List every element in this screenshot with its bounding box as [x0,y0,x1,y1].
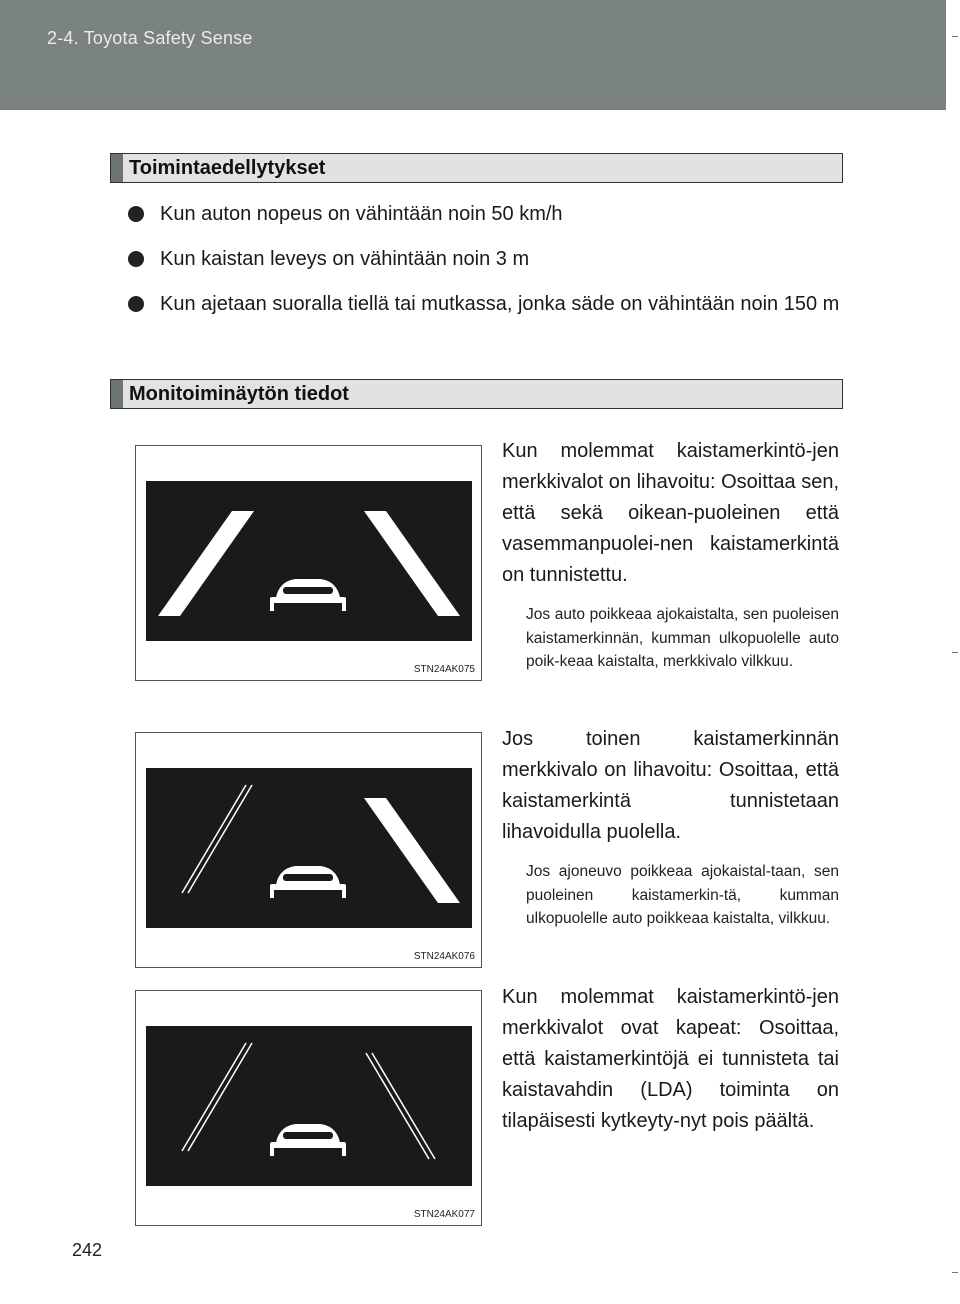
figure-code: STN24AK075 [413,664,475,675]
description-note: Jos ajoneuvo poikkeaa ajokaistal-taan, sen puoleinen kaistamerkin-tä, kumman ulkopuolelle auto poikkeaa kaistalta, vilkkuu. [526,863,839,927]
display-screen [146,768,472,928]
figure-description [502,982,839,1137]
description-note: Jos auto poikkeaa ajokaistalta, sen puoleisen kaistamerkinnän, kumman ulkopuolelle auto poik-keaa kaistalta, merkkivalo vilkkuu. [526,606,839,670]
figure-description [502,436,839,674]
figure-both-lanes-detected [135,445,482,681]
list-item-text: Kun ajetaan suoralla tiellä tai mutkassa, jonka säde on vähintään noin 150 m [160,293,840,315]
trim-mark [952,652,958,653]
figure-one-lane-detected [135,732,482,968]
description-text: Kun molemmat kaistamerkintö-jen merkkivalot on lihavoitu: Osoittaa sen, että sekä oikean-puoleinen että vasemmanpuolei-nen kaistamerkintä on tunnistettu. [502,440,839,586]
trim-mark [952,1272,958,1273]
section-heading-display-info [110,379,843,409]
bullet-icon [128,296,144,312]
figure-description [502,724,839,931]
description-text: Kun molemmat kaistamerkintö-jen merkkivalot ovat kapeat: Osoittaa, että kaistamerkintöjä ei tunnisteta tai kaistavahdin (LDA) toiminta on tilapäisesti kytkeyty-nyt pois päältä. [502,986,839,1132]
lane-display-illustration [136,446,483,682]
trim-mark [952,36,958,37]
display-screen [146,1026,472,1186]
section-heading-conditions [110,153,843,183]
bullet-icon [128,206,144,222]
list-item-text: Kun auton nopeus on vähintään noin 50 km/h [160,203,563,225]
list-item-text: Kun kaistan leveys on vähintään noin 3 m [160,248,530,270]
bullet-icon [128,251,144,267]
chapter-title: 2-4. Toyota Safety Sense [47,28,253,48]
section-accent [111,380,123,408]
section-title: Toimintaedellytykset [129,157,326,179]
conditions-list [124,196,842,331]
page-number: 242 [72,1240,103,1260]
lane-display-illustration [136,733,483,969]
display-screen [146,481,472,641]
page-header [0,0,946,110]
list-item [124,241,842,277]
section-accent [111,154,123,182]
figure-code: STN24AK077 [413,1209,475,1220]
list-item [124,196,842,232]
lane-display-illustration [136,991,483,1227]
figure-no-lanes-detected [135,990,482,1226]
list-item [124,286,842,322]
description-text: Jos toinen kaistamerkinnän merkkivalo on lihavoitu: Osoittaa, että kaistamerkintä tunnistetaan lihavoidulla puolella. [502,728,839,843]
section-title: Monitoiminäytön tiedot [129,383,349,405]
figure-code: STN24AK076 [413,951,475,962]
